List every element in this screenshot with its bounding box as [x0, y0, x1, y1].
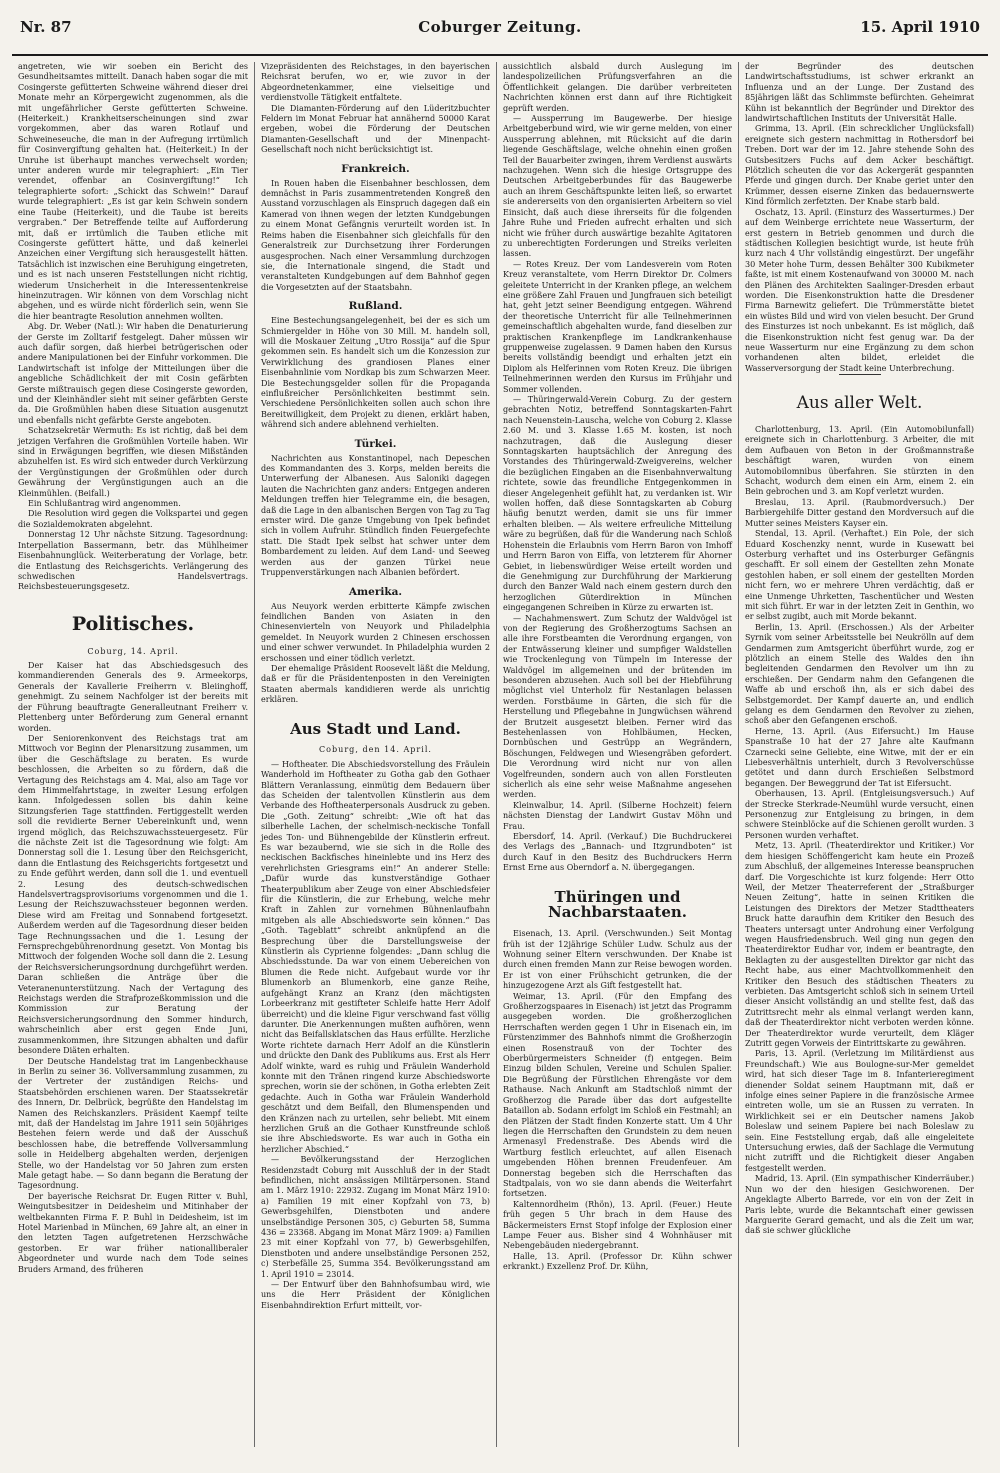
article-paragraph: Aus Neuyork werden erbitterte Kämpfe zwischen feindlichen Banden von Asiaten in den Chinesenvierteln von Neuyork und Philadelphia gemeldet. In Neuyork wurden 2 Chinesen erschossen und einer schwer verwundet. In Philadelphia wurden 2 erschossen und einer tödlich verletzt. — [261, 601, 490, 663]
article-paragraph: Eine Bestechungsangelegenheit, bei der es sich um Schmiergelder in Höhe von 30 Mill. M. handeln soll, will die Moskauer Zeitung „Utro Rossija“ auf die Spur gekommen sein. Es handelt sich um die Konzession zur Verwirklichung des grandiosen Planes einer Eisenbahnlinie vom Nordkap bis zum Schwarzen Meer. Die Bestechungsgelder sollen für die Propaganda einflußreicher Persönlichkeiten bestimmt sein. Verschiedene Persönlichkeiten sollen auch schon ihre Bereitwilligkeit, dem Projekt zu dienen, erklärt haben, während sich andere ablehnend verhielten. — [261, 316, 490, 430]
article-paragraph: Abg. Dr. Weber (Natl.): Wir haben die Denaturierung der Gerste im Zolltarif festgelegt. Daher müssen wir auch dafür sorgen, daß hierbei betrügerischen oder andere Manipulationen bei der Einfuhr vorkommen. Die Landwirtschaft ist infolge der Mitteilungen über die angebliche Schädlichkeit der mit Cosin gefärbten Gerste mißtrauisch gegen diese Cosingerste geworden, und der Kleinhändler sieht mit seiner gefärbten Gerste da. Die Großmühlen haben diese Situation ausgenutzt und ebenfalls nicht gefärbte Gerste angeboten. — [18, 322, 248, 425]
section-heading-thueringen: Thüringen und Nachbarstaaten. — [548, 887, 687, 922]
article-paragraph: — Rotes Kreuz. Der vom Landesverein vom Roten Kreuz veranstaltete, vom Herrn Direktor Dr. Colmers geleitete Unterricht in der Kranken pflege, an welchem eine größere Zahl Frauen und Jungfrauen sich beteiligt hat, geht jetzt seiner Beendigung entgegen. Während der theoretische Unterricht für alle Teilnehmerinnen gemeinschaftlich abgehalten wurde, fand dieselben zur praktischen Krankenpflege im Landkrankenhause gruppenweise zugelassen. 9 Damen haben den Kursus bereits vollständig beendigt und erhalten jetzt ein Diplom als Helferinnen vom Roten Kreuz. Die übrigen Teilnehmerinnen werden den Kursus im Frühjahr und Sommer vollenden. — [503, 259, 732, 394]
article-paragraph: Grimma, 13. April. (Ein schrecklicher Unglücksfall) ereignete sich gestern nachmittag in Rothersdorf bei Treben. Dort war der im 12. Jahre stehende Sohn des Gutsbesitzers Fuchs auf dem Acker beschäftigt. Plötzlich scheuten die vor das Ackergerät gespannten Pferde und gingen durch. Der Knabe geriet unter den Krümmer, dessen eiserne Zinken das bedauernswerte Kind förmlich zerfetzten. Der Knabe starb bald. — [745, 124, 974, 207]
article-paragraph: Oschatz, 13. April. (Einsturz des Wasserturmes.) Der auf dem Weinberge errichtete neue Wasserturm, der erst gestern in Betrieb genommen und durch die städtischen Kollegien besichtigt wurde, ist heute früh kurz nach 4 Uhr vollständig eingestürzt. Der ungefähr 30 Meter hohe Turm, dessen Behälter 300 Kubikmeter faßte, ist mit einem Kostenaufwand von 30000 M. nach den Plänen des Architekten Saalinger-Dresden erbaut worden. Die Eisenkonstruktion hatte die Dresdener Firma Barnewitz geliefert. Die Trümmerstätte bietet ein wüstes Bild und wird von vielen besucht. Der Grund des Einsturzes ist noch unbekannt. Es ist möglich, daß die Eisenkonstruktion nicht fest genug war. Da der neue Wasserturm nur eine Ergänzung zu dem schon vorhandenen alten bildet, erleidet die Wasserversorgung der Stadt keine Unterbrechung. — [745, 207, 974, 373]
article-paragraph: der Begründer des deutschen Landwirtschaftsstudiums, ist schwer erkrankt an Influenza und an der Lunge. Der Zustand des 85jährigen läßt das Schlimmste befürchten. Geheimrat Kühn ist bekanntlich der Begründer und Direktor des landwirtschaftlichen Instituts der Universität Halle. — [745, 62, 974, 124]
section-heading-russland: Rußland. — [348, 300, 403, 313]
section-heading-politisches: Politisches. — [71, 612, 195, 635]
columns — [12, 62, 988, 1447]
article-paragraph: Ebersdorf, 14. April. (Verkauf.) Die Buchdruckerei des Verlags des „Bannach- und Itzgrundboten“ ist durch Kauf in den Besitz des Buchdruckers Herrn Ernst Erne aus Oberndorf a. N. übergegangen. — [503, 832, 732, 873]
article-paragraph: Die Resolution wird gegen die Volkspartei und gegen die Sozialdemokraten abgelehnt. — [18, 509, 248, 529]
article-paragraph: Nachrichten aus Konstantinopel, nach Depeschen des Kommandanten des 3. Korps, melden bereits die Unterwerfung der Albanesen. Aus Saloniki dagegen lauten die Nachrichten ganz anders: Entgegen anderen Meldungen treffen hier Telegramme ein, die besagen, daß die Lage in den albanischen Bergen von Tag zu Tag ernster wird. Die ganze Umgebung von Ipek befindet sich in vollem Aufruhr. Stündlich finden Feuergefechte statt. Die Stadt Ipek selbst hat schwer unter dem Bombardement zu leiden. Auf dem Land- und Seeweg werden aus der ganzen Türkei neue Truppenverstärkungen nach Albanien befördert. — [261, 453, 490, 578]
column-3 — [496, 62, 738, 1447]
article-paragraph: Vizepräsidenten des Reichstages, in den bayerischen Reichsrat berufen, wo er, wie zuvor in der Abgeordnetenkammer, eine vielseitige und verdienstvolle Tätigkeit entfaltete. — [261, 62, 490, 103]
article-paragraph: Der Deutsche Handelstag trat im Langenbeckhause in Berlin zu seiner 36. Vollversammlung zusammen, zu der Vertreter der zuständigen Reichs- und Staatsbehörden erschienen waren. Der Staatssekretär des Innern, Dr. Delbrück, begrüßte den Handelstag im Namen des Reichskanzlers. Präsident Kaempf teilte mit, daß der Handelstag im Jahre 1911 sein 50jähriges Bestehen feiern werde und daß der Ausschuß beschlossen habe, die betreffende Vollversammlung solle in Heidelberg abgehalten werden, derjenigen Stelle, wo der Handelstag vor 50 Jahren zum ersten Male getagt habe. — So dann begann die Beratung der Tagesordnung. — [18, 1056, 248, 1191]
article-paragraph: Herne, 13. April. (Aus Eifersucht.) Im Hause Spanstraße 10 hat der 27 Jahre alte Kaufmann Czarnecki seine Geliebte, eine Witwe, mit der er ein Liebesverhältnis unterhielt, durch 3 Revolverschüsse getötet und dann durch Erschießen Selbstmord begangen. Der Beweggrund der Tat ist Eifersucht. — [745, 726, 974, 788]
article-paragraph: Schatzsekretär Wermuth: Es ist richtig, daß bei dem jetzigen Verfahren die Großmühlen Vorteile haben. Wir sind in Erwägungen begriffen, wie diesen Mißständen abzuhelfen ist. Es wird sich entweder durch Verkürzung der Vergünstigungen der Großmühlen oder durch Gewährung der Vergünstigungen auch an die Kleinmühlen. (Beifall.) — [18, 426, 248, 498]
section-heading-tuerkei: Türkei. — [354, 437, 397, 450]
article-paragraph: Die Diamanten-Förderung auf den Lüderitzbuchter Feldern im Monat Februar hat annähernd 50000 Karat ergeben, wobei die Förderung der Deutschen Diamanten-Gesellschaft und der Minenpacht-Gesellschaft noch nicht berücksichtigt ist. — [261, 103, 490, 155]
section-heading-frankreich: Frankreich. — [341, 162, 410, 175]
article-paragraph: — Aussperrung im Baugewerbe. Der hiesige Arbeitgeberbund wird, wie wir gerne melden, von einer Aussperrung ablehnen, mit Rücksicht auf die darin liegende Geschäftslage, welche ohnehin einen großen Teil der Bauarbeiter zwingen, ihrem Verdienst auswärts nachzugehen. Wenn sich die hiesige Ortsgruppe des Deutschen Arbeitgeberbundes für das Baugewerbe auch an ihrem Geschäftspunkte leiten ließ, so erwartet sie andererseits von den organisierten Arbeitern so viel Einsicht, daß auch diese ihrerseits für die folgenden Jahre Ruhe und Frieden aufrecht erhalten und sich nicht wie früher durch auswärtige bezahlte Agitatoren zu unberechtigten Forderungen und Streiks verleiten lassen. — [503, 114, 732, 259]
dateline: Coburg, den 14. April. — [319, 745, 432, 755]
newspaper-page — [0, 16, 1000, 1473]
section-heading-aus-aller-welt: Aus aller Welt. — [796, 393, 923, 414]
article-paragraph: Madrid, 13. April. (Ein sympathischer Kinderräuber.) Nun wo der den hiesigen Gesichworenen. Der Angeklagte Alberto Barrede, vor ein von der Zeit in Paris lebte, wurde die Bekanntschaft einer gewissen Marguerite Gerard gemacht, und als die Zeit um war, daß sie schwer glückliche — [745, 1174, 974, 1236]
article-paragraph: Charlottenburg, 13. April. (Ein Automobilunfall) ereignete sich in Charlottenburg. 3 Arbeiter, die mit dem Aufbauen von Beton in der Großmannstraße beschäftigt waren, wurden von einem Automobilomnibus überfahren. Sie stürzten in den Schacht, wodurch dem einen ein Arm, einem 2. ein Bein gebrochen und 3. am Kopf verletzt wurden. — [745, 425, 974, 497]
masthead — [12, 16, 988, 56]
article-paragraph: angetreten, wie wir soeben ein Bericht des Gesundheitsamtes mitteilt. Danach haben sogar die mit Cosingerste gefütterten Schweine während dieser drei Monate mehr an Körpergewicht zugenommen, als die mit ungefährlicher Gerste gefütterten Schweine. (Heiterkeit.) Krankheitserscheinungen sind zwar vorgekommen, aber das waren Rotlauf und Schweineseuche, die man in der Aufregung irrtümlich für Cosinvergiftung gehalten hat. (Heiterkeit.) In der Unruhe ist überhaupt manches verwechselt worden; unter anderen wurde mir telegraphiert: „Ein Tier verendet, offenbar an Cosinvergiftung!“ Ich telegraphierte sofort: „Schickt das Schwein!“ Darauf wurde telegraphiert: „Es ist gar kein Schwein sondern eine Taube (Heiterkeit), und die Taube ist bereits vergraben.“ Der Betreffende teilte auf Aufforderung mit, daß er irrtümlich die Tauben etliche mit Cosingerste gefüttert hätte, und daß keinerlei Anzeichen einer Vergiftung sich herausgestellt hätten. Tatsächlich ist inzwischen eine Beruhigung eingetreten, und es ist nach unseren Feststellungen nicht richtig, wiederum Unsicherheit in die Interessentenkreise hineinzutragen. Wir können von dem Vorschlag nicht abgehen, und es würde nicht förderlich sein, wenn Sie die hier beantragte Resolution annehmen wollten. — [18, 62, 248, 321]
article-paragraph: Der Seniorenkonvent des Reichstags trat am Mittwoch vor Beginn der Plenarsitzung zusammen, um über die Geschäftslage zu beraten. Es wurde beschlossen, die Arbeiten so zu fördern, daß die Vertagung des Reichstags am 4. Mai, also am Tage vor dem Himmelfahrtstage, in zweiter Lesung erfolgen kann. Infolgedessen sollen bis dahin keine Sitzungsferien Tage stattfinden. Fertiggestellt werden soll die revidierte Berner Uebereinkunft und, wenn irgend möglich, das Reichszuwachssteuergesetz. Für die nächste Zeit ist die Tagesordnung wie folgt: Am Donnerstag soll die 1. Lesung über den Reichsgericht, dann die Entlastung des Reichsgerichts fortgesetzt und zu Ende geführt werden, dann soll die 1. und eventuell 2. Lesung des deutsch-schwedischen Handelsvertragsprovisoriums vorgenommen und die 1. Lesung der Reichszuwachssteuer begonnen werden. Diese wird am Freitag und Sonnabend fortgesetzt. Außerdem werden auf die Tagesordnung dieser beiden Tage Rechnungssachen und die 1. Lesung der Fernsprechgebührenordnung gesetzt. Von Montag bis Mittwoch der folgenden Woche soll dann die 2. Lesung der Reichsversicherungsordnung durchgeführt werden. Daran schließen die Anträge über die Veteranenunterstützung. Nach der Vertagung des Reichstags werden die Strafprozeßkommission und die Kommission zur Beratung der Reichsversicherungsordnung den Sommer hindurch, wahrscheinlich aber erst gegen Ende Juni, zusammenkommen, ihre Sitzungen abhalten und dafür besondere Diäten erhalten. — [18, 733, 248, 1056]
article-paragraph: Kleinwalbur, 14. April. (Silberne Hochzeit) feiern nächsten Dienstag der Landwirt Gustav Möhn und Frau. — [503, 800, 732, 831]
article-paragraph: Ein Schlußantrag wird angenommen. — [28, 499, 181, 509]
article-paragraph: Der bayerische Reichsrat Dr. Eugen Ritter v. Buhl, Weingutsbesitzer in Deidesheim und Mitinhaber der weltbekannten Firma F. P. Buhl in Deidesheim, ist im Hotel Marienbad in München, 69 Jahre alt, an einer in den letzten Tagen aufgetretenen Herzschwäche gestorben. Er war früher nationalliberaler Abgeordneter und wurde nach dem Tode seines Bruders Armand, des früheren — [18, 1191, 248, 1274]
article-paragraph: — Thüringerwald-Verein Coburg. Zu der gestern gebrachten Notiz, betreffend Sonntagskarten-Fahrt nach Neuenstein-Lauscha, welche von Coburg 2. Klasse 2.60 M. und 3. Klasse 1.65 M. kosten, ist noch nachzutragen, daß die Auslegung dieser Sonntagskarten hauptsächlich der Anregung des Vorstandes des Thüringerwald-Zweigvereins, welcher die bezüglichen Eingaben an die Eisenbahnverwaltung richtete, sowie das freundliche Entgegenkommen in dieser Angelegenheit gefühlt hat, zu verdanken ist. Wir wollen hoffen, daß diese Sonntagskarten ab Coburg häufig benutzt werden, damit sie uns für immer erhalten bleiben. — Als weitere erfreuliche Mitteilung wäre zu begrüßen, daß für die Wanderung nach Schloß Hohenstein die Erlaubnis vom Herrn Baron von Imhoff und Herrn Baron von Eiffa, von letzterem für Ahorner Gebiet, in liebenswürdiger Weise erteilt worden und die Genehmigung zur Durchführung der Markierung durch den Banzer Wald nach einem gestern durch den herzoglichen Güterdirektion in München eingegangenen Schreiben in Kürze zu erwarten ist. — [503, 395, 732, 613]
column-4 — [738, 62, 980, 1447]
article-paragraph: — Hoftheater. Die Abschiedsvorstellung des Fräulein Wanderhold im Hoftheater zu Gotha gab den Gothaer Blättern Veranlassung, einmütig dem Bedauern über das Scheiden der talentvollen Künstlerin aus dem Verbande des Hoftheaterpersonals Ausdruck zu geben. Die „Goth. Zeitung“ schreibt: „Wie oft hat das silberhelle Lachen, der schelmisch-neckische Tonfall jedes Ton- und Bühnengebilde der Künstlerin erfreut. Es war bezaubernd, wie sie sich in die Rolle des neckischen Backfisches hineinlebte und ins Herz des verehrlichsten Griesgrams ein!“ An anderer Stelle: „Dafür wurde das kunstverständige Gothaer Theaterpublikum aber Zeuge von einer Abschiedsfeier für die Künstlerin, die zur Erhebung, welche mehr Kraft in Zahlen zur vornehmen Bühnenlaufbahn mitgeben als alle Abschiedsworte sein können.“ Das „Goth. Tageblatt“ schreibt anknüpfend an die Besprechung über die Darstellungsweise der Künstlerin als Cyprienne folgendes: „Dann schlug die Abschiedsstunde. Da war von einem Uebereichen von Blumen die Rede nicht. Aufgebaut wurde vor ihr Blumenkorb an Blumenkorb, eine ganze Reihe, aufgehängt Kranz an Kranz (den mächtigsten Lorbeerkranz mit gestifteter Schleife hatte Herr Adolf überreicht) und die kleine Figur verschwand fast völlig darunter. Die Anerkennungen mußten aufhören, wenn nicht das Beifallsklatschen das Haus erfüllte. Herzliche Worte richtete darnach Herr Adolf an die Künstlerin und drückte den Dank des Publikums aus. Erst als Herr Adolf winkte, ward es ruhig und Fräulein Wanderhold konnte mit den Tränen ringend kurze Abschiedsworte sprechen, worin sie der schönen, in Gotha erlebten Zeit gedachte. Auch in Gotha war Fräulein Wanderhold geschätzt und dem Beifall, den Blumenspenden und den Kränzen nach zu urteilen, sehr beliebt. Mit einem herzlichen Gruß an die Gothaer Kunstfreunde schloß sie ihre Abschiedsworte. Es war auch in Gotha ein herzlicher Abschied.“ — [261, 759, 490, 1154]
article-paragraph: In Rouen haben die Eisenbahner beschlossen, dem demnächst in Paris zusammentretenden Kongreß den Ausstand vorzuschlagen als Einspruch dagegen daß ein Kamerad von ihnen wegen der letzten Kundgebungen zu einem Monat Gefängnis verurteilt worden ist. In Reims haben die Eisenbahner sich gleichfalls für den Generalstreik zur Durchsetzung ihrer Forderungen ausgesprochen. Nach einer Versammlung durchzogen sie, die Internationale singend, die Stadt und veranstalteten Kundgebungen auf dem Bahnhof gegen die Vorgesetzten auf der Staatsbahn. — [261, 178, 490, 292]
column-1 — [12, 62, 254, 1447]
article-paragraph: Breslau, 13. April. (Raubmordversuch.) Der Barbiergehilfe Ditter gestand den Mordversuch auf die Mutter seines Meisters Kayser ein. — [745, 497, 974, 528]
issue-number: Nr. 87 — [20, 18, 72, 36]
divider — [839, 374, 881, 375]
dateline: Coburg, 14. April. — [87, 646, 179, 656]
article-paragraph: Kaltennordheim (Rhön), 13. April. (Feuer.) Heute früh gegen 5 Uhr brach in dem Hause des Bäckermeisters Ernst Stopf infolge der Explosion einer Lampe Feuer aus. Bisher sind 4 Wohnhäuser mit Nebengebäuden niedergebrannt. — [503, 1199, 732, 1251]
article-paragraph: Metz, 13. April. (Theaterdirektor und Kritiker.) Vor dem hiesigen Schöffengericht kam heute ein Prozeß zum Abschluß, der allgemeines Interesse beanspruchen darf. Die Vorgeschichte ist kurz folgende: Herr Otto Weil, der Metzer Theaterreferent der „Straßburger Neuen Zeitung“, hatte in seinen Kritiken die Leistungen des Direktors der Metzer Stadttheaters Bruck hatte daraufhin dem Kritiker den Besuch des Theaters untersagt unter Androhung einer Verfolgung wegen Hausfriedensbruch. Weil ging nun gegen den Theaterdirektor Eudhar vor, indem er beantragte, den Beklagten zu der ausgestellten Direktor gar nicht das Recht habe, aus einer Machtvollkommenheit den Kritiker den Besuch des städtischen Theaters zu verbieten. Das Amtsgericht schloß sich in seinem Urteil dieser Ansicht vollständig an und stellte fest, daß das Zutrittsrecht mehr als einmal verlangt werden kann, daß der Theaterdirektor nicht verboten werden könne. Der Theaterdirektor wurde verurteilt, dem Kläger Zutritt gegen Vorweis der Eintrittskarte zu gewähren. — [745, 841, 974, 1048]
column-2 — [254, 62, 496, 1447]
article-paragraph: Eisenach, 13. April. (Verschwunden.) Seit Montag früh ist der 12jährige Schüler Ludw. Schulz aus der Wohnung seiner Eltern verschwunden. Der Knabe ist durch einen fremden Mann zur Reise bewogen worden. Er ist von einer Frühschicht getrunken, die der hinzugezogene Arzt als Gift festgestellt hat. — [503, 929, 732, 991]
article-paragraph: Der ehemalige Präsident Roosevelt läßt die Meldung, daß er für die Präsidentenposten in den Vereinigten Staaten abermals kandidieren werde als unrichtig erklären. — [261, 663, 490, 705]
article-paragraph: Halle, 13. April. (Professor Dr. Kühn schwer erkrankt.) Exzellenz Prof. Dr. Kühn, — [503, 1251, 732, 1272]
article-paragraph: Der Kaiser hat das Abschiedsgesuch des kommandierenden Generals des 9. Armeekorps, Generals der Kavallerie Freiherrn v. Bleiinghoff, genehmigt. Zu seinem Nachfolger ist der bereits mit der Führung beauftragte Generalleutnant Freiherr v. Plettenberg unter Beförderung zum General ernannt worden. — [18, 661, 248, 733]
article-paragraph: — Der Entwurf über den Bahnhofsumbau wird, wie uns die Herr Präsident der Königlichen Eisenbahndirektion Erfurt mitteilt, vor- — [261, 1280, 490, 1310]
section-heading-aus-stadt-und-land: Aus Stadt und Land. — [290, 719, 461, 738]
section-heading-amerika: Amerika. — [348, 585, 403, 598]
issue-date: 15. April 1910 — [860, 18, 980, 36]
article-paragraph: Oberhausen, 13. April. (Entgleisungsversuch.) Auf der Strecke Sterkrade-Neumühl wurde versucht, einen Personenzug zur Entgleisung zu bringen, in dem schwere Steinblöcke auf die Schienen gerollt wurden. 3 Personen wurden verhaftet. — [745, 789, 974, 840]
article-paragraph: Stendal, 13. April. (Verhaftet.) Ein Pole, der sich Eduard Koschenzky nennt, wurde in Kusewatt bei Osterburg verhaftet und ins Osterburger Gefängnis geschafft. Er soll einem der Gestellten zehn Monate gestohlen haben, er soll einem der gestellten Morden nicht fern, wo er mehrere Uhren verdächtig, daß er eine Unmenge Uhrketten, Taschentücher und Westen mit sich führt. Er war in der letzten Zeit in Genthin, wo er selbst zugibt, auch mit Morde bekannt. — [745, 529, 974, 622]
newspaper-title: Coburger Zeitung. — [418, 18, 582, 36]
article-paragraph: Berlin, 13. April. (Erschossen.) Als der Arbeiter Syrnik vom seiner Arbeitsstelle bei Neukrölln auf dem Gendarmen zum Amtsgericht überführt wurde, zog er plötzlich an einem Stelle des Waldes den ihn begleitenden Gendarmen den Revolver um ihn zu erschießen. Der Gendarm nahm den Gefangenen die Waffe ab und erschoß ihn, als er sich dabei des Selbstgemordet. Der Kampf dauerte an, und endlich gelang es dem Gendarmen den Revolver zu ziehen, schoß aber den Gefangenen erschoß. — [745, 622, 974, 726]
article-paragraph: Paris, 13. April. (Verletzung im Militärdienst aus Freundschaft.) Wie aus Boulogne-sur-Mer gemeldet wird, hat sich dieser Tage im 8. Infanterieregiment dienender Soldat seinem Hauptmann mit, daß er infolge eines seiner Papiere in die französische Armee eintreten wolle, um sie an Russen zu verraten. In Wirklichkeit sei er ein Deutscher namens Jakob Boleslaw und seinem Papiere bei nach Boleslaw zu sein. Eine Feststellung ergab, daß alle eingeleitete Untersuchung erwies, daß der Sachlage die Vermutung nicht zutrifft und die Richtigkeit dieser Angaben festgestellt werden. — [745, 1049, 974, 1173]
article-paragraph: — Nachahmenswert. Zum Schutz der Waldvögel ist von der Regierung des Großherzogtums Sachsen an alle ihre Forstbeamten die Verordnung ergangen, von der Entwässerung kleiner und sumpfiger Waldstellen wie Trockenlegung von Tümpeln im Interesse der Waldvögel im allgemeinen und der brütenden im besonderen abzusehen. Auch soll bei der Hiebführung möglichst viel Unterholz für Nestanlagen belassen werden. Forstbäume in Gärten, die sich für die Herstellung und Pflegebahne in Jungwüchsen während der Brutzeit ausgesetzt bleiben. Ferner wird das Bestehenlassen von Hohlbäumen, Hecken, Dornbüschen und Gestrüpp an Wegrändern, Böschungen, Feldwegen und Wiesengräben gefordert. Die Verordnung wird nicht nur von allen Vogelfreunden, sondern auch von allen Forstleuten sicherlich als eine sehr weise Maßnahme angesehen werden. — [503, 613, 732, 800]
article-paragraph: Donnerstag 12 Uhr nächste Sitzung. Tagesordnung: Interpellation Bassermann, betr. das Mühlheimer Eisenbahnunglück. Weiterberatung der Vorlage, betr. die Entlastung des Reichsgerichts. Verlängerung des schwedischen Handelsvertrags. Reichsbesteuerungsgesetz. — [18, 530, 248, 592]
article-paragraph: Weimar, 13. April. (Für den Empfang des Großherzogspaares in Eisenach) ist jetzt das Programm ausgegeben worden. Die großherzoglichen Herrschaften werden gegen 1 Uhr in Eisenach ein, im Fürstenzimmer des Bahnhofs nimmt die Großherzogin einen Rosenstrauß von der Tochter des Oberbürgermeisters Schneider (f) entgegen. Beim Einzug bilden Schulen, Vereine und Schulen Spalier. Die Begrüßung der Fürstlichen Ehrengäste vor dem Rathause. Nach Ankunft am Stadtschloß nimmt der Großherzog die Parade über das dort aufgestellte Bataillon ab. Sodann erfolgt im Schloß ein Festmahl; an den Plätzen der Stadt finden Konzerte statt. Um 4 Uhr liegen die Herrschaften den Grundstein zu dem neuen Armenasyl Fredenstraße. Des Abends wird die Wartburg festlich erleuchtet, auf allen Eisenach umgebenden Höhen brennen Freudenfeuer. Am Donnerstag begeben sich die Herrschaften das Stadtpalais, von wo sie dann abends die Weiterfahrt fortsetzen. — [503, 991, 732, 1199]
article-paragraph: aussichtlich alsbald durch Auslegung im landespolizeilichen Prüfungsverfahren an die Öffentlichkeit gelangen. Die darüber verbreiteten Nachrichten können erst dann auf ihre Richtigkeit geprüft werden. — [503, 62, 732, 113]
article-paragraph: — Bevölkerungsstand der Herzoglichen Residenzstadt Coburg mit Ausschluß der in der Stadt befindlichen, nicht ansässigen Militärpersonen. Stand am 1. März 1910: 22932. Zugang im Monat März 1910: a) Familien 19 mit einer Kopfzahl von 73, b) Gewerbsgehilfen, Dienstboten und andere unselbständige Personen 305, c) Geburten 58, Summa 436 = 23368. Abgang im Monat März 1909: a) Familien 23 mit einer Kopfzahl von 77, b) Gewerbsgehilfen, Dienstboten und andere unselbständige Personen 252, c) Sterbefälle 25, Summa 354. Bevölkerungsstand am 1. April 1910 = 23014. — [261, 1155, 490, 1279]
